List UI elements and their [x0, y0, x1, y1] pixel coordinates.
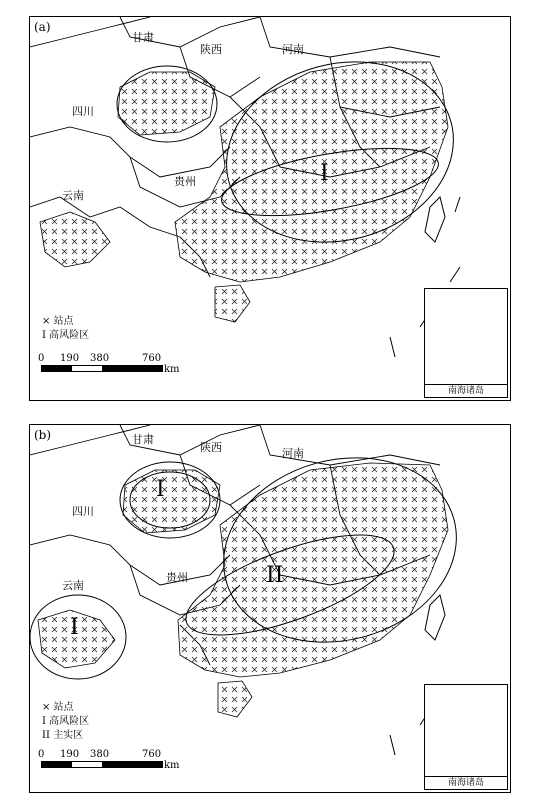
province-label-henan: 河南: [282, 43, 304, 56]
scale-unit: km: [164, 364, 180, 375]
panel-a-label: (a): [34, 20, 51, 34]
station-regions: [40, 62, 448, 322]
province-label-gansu: 甘肃: [132, 433, 154, 446]
province-label-sichuan: 四川: [72, 505, 94, 518]
province-label-guizhou: 贵州: [174, 175, 196, 188]
scale-tick: 190: [60, 749, 80, 760]
scale-tick: 380: [90, 749, 110, 760]
province-label-yunnan: 云南: [62, 579, 84, 592]
scale-unit: km: [164, 760, 180, 771]
province-label-gansu: 甘肃: [132, 31, 154, 44]
legend-main-area: II 主实区: [42, 730, 84, 741]
province-label-guizhou: 贵州: [166, 571, 188, 584]
scale-tick: 0: [38, 749, 45, 760]
scale-tick: 380: [90, 353, 110, 364]
legend-station: × 站点: [42, 702, 74, 713]
inset-caption: 南海诸岛: [425, 384, 507, 397]
map-legend-b: [42, 701, 89, 743]
risk-zone-label: I: [70, 615, 79, 640]
map-panel-a: [29, 16, 511, 401]
inset-map-a: [424, 288, 508, 398]
risk-zone-label: I: [320, 161, 329, 186]
risk-zone-label: I: [156, 477, 165, 502]
province-label-shaanxi: 陕西: [200, 441, 222, 454]
map-legend-a: [42, 315, 89, 343]
inset-caption: 南海诸岛: [425, 776, 507, 789]
scale-tick: 760: [142, 749, 162, 760]
scale-tick: 760: [142, 353, 162, 364]
province-label-yunnan: 云南: [62, 189, 84, 202]
province-label-sichuan: 四川: [72, 105, 94, 118]
legend-high-risk: I 高风险区: [42, 716, 90, 727]
inset-map-b: [424, 684, 508, 790]
legend-high-risk: I 高风险区: [42, 330, 90, 341]
scale-bar-b: [38, 749, 180, 771]
province-label-shaanxi: 陕西: [200, 43, 222, 56]
station-regions: [38, 463, 448, 717]
legend-station: × 站点: [42, 316, 74, 327]
map-panel-b: [29, 424, 511, 793]
scale-tick: 0: [38, 353, 45, 364]
province-label-henan: 河南: [282, 447, 304, 460]
scale-tick: 190: [60, 353, 80, 364]
main-zone-label: II: [266, 563, 284, 588]
panel-b-label: (b): [34, 428, 52, 442]
scale-bar-a: [38, 353, 180, 375]
